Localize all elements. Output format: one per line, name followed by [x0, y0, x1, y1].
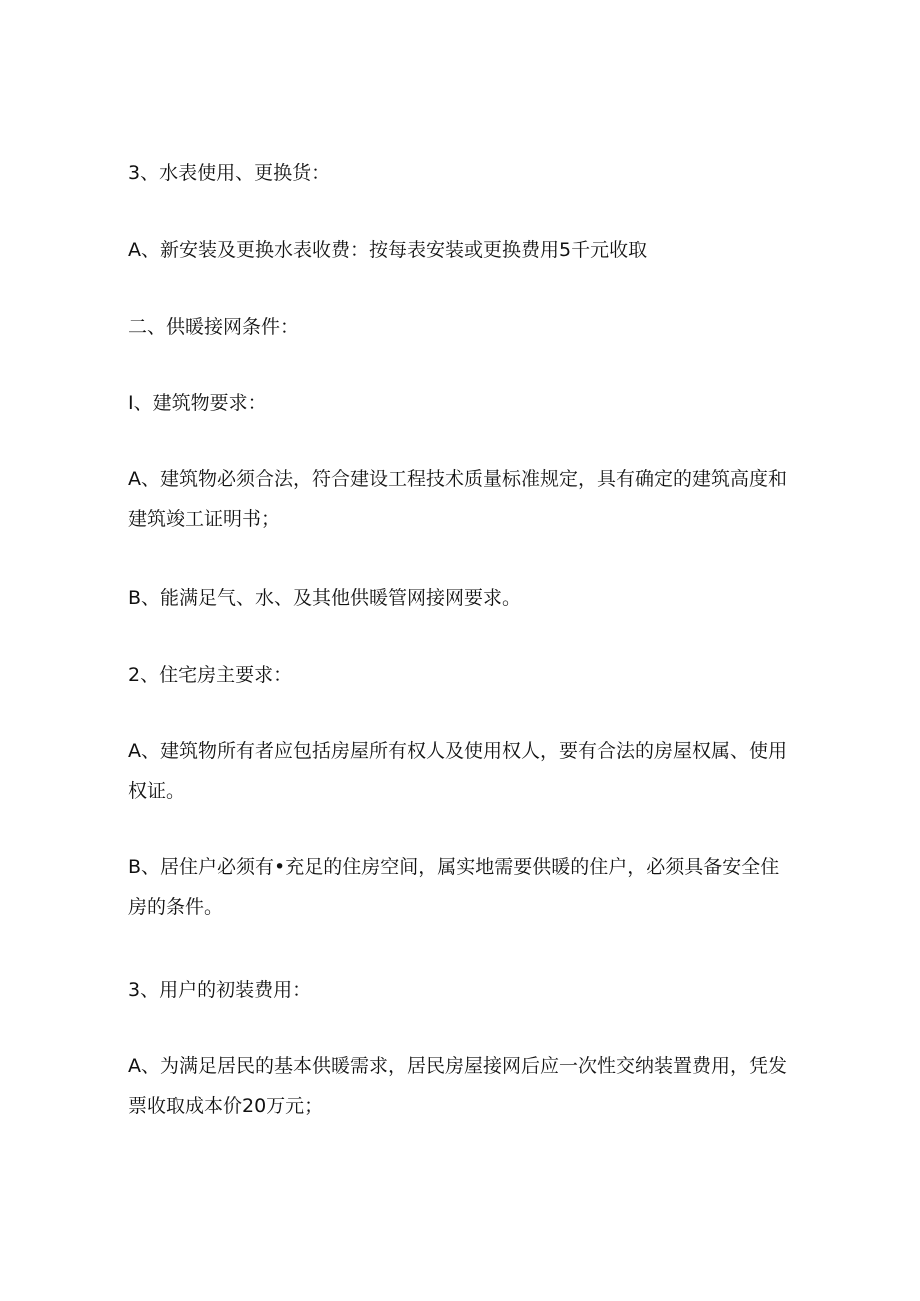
para-resident-space: B、居住户必须有•充足的住房空间，属实地需要供暖的住户，必须具备安全住房的条件。 [128, 856, 780, 918]
heading-water-meter: 3、水表使用、更换货： [128, 162, 331, 184]
para-water-meter-fee: A、新安装及更换水表收费：按每表安装或更换费用5千元收取 [128, 239, 648, 261]
para-building-legal: A、建筑物必须合法，符合建设工程技术质量标准规定，具有确定的建筑高度和建筑竣工证明书； [128, 468, 787, 530]
para-owner-rights: A、建筑物所有者应包括房屋所有权人及使用权人，要有合法的房屋权属、使用权证。 [128, 740, 787, 802]
heading-owner-requirements: 2、住宅房主要求： [128, 664, 293, 686]
heading-building-requirements: I、建筑物要求： [128, 392, 267, 414]
para-initial-fee-detail: A、为满足居民的基本供暖需求，居民房屋接网后应一次性交纳装置费用，凭发票收取成本价20万元； [128, 1055, 787, 1117]
section-heading-heating-conditions: 二、供暖接网条件： [128, 316, 300, 338]
heading-initial-fee: 3、用户的初装费用： [128, 979, 312, 1001]
para-building-network: B、能满足气、水、及其他供暖管网接网要求。 [128, 587, 522, 609]
